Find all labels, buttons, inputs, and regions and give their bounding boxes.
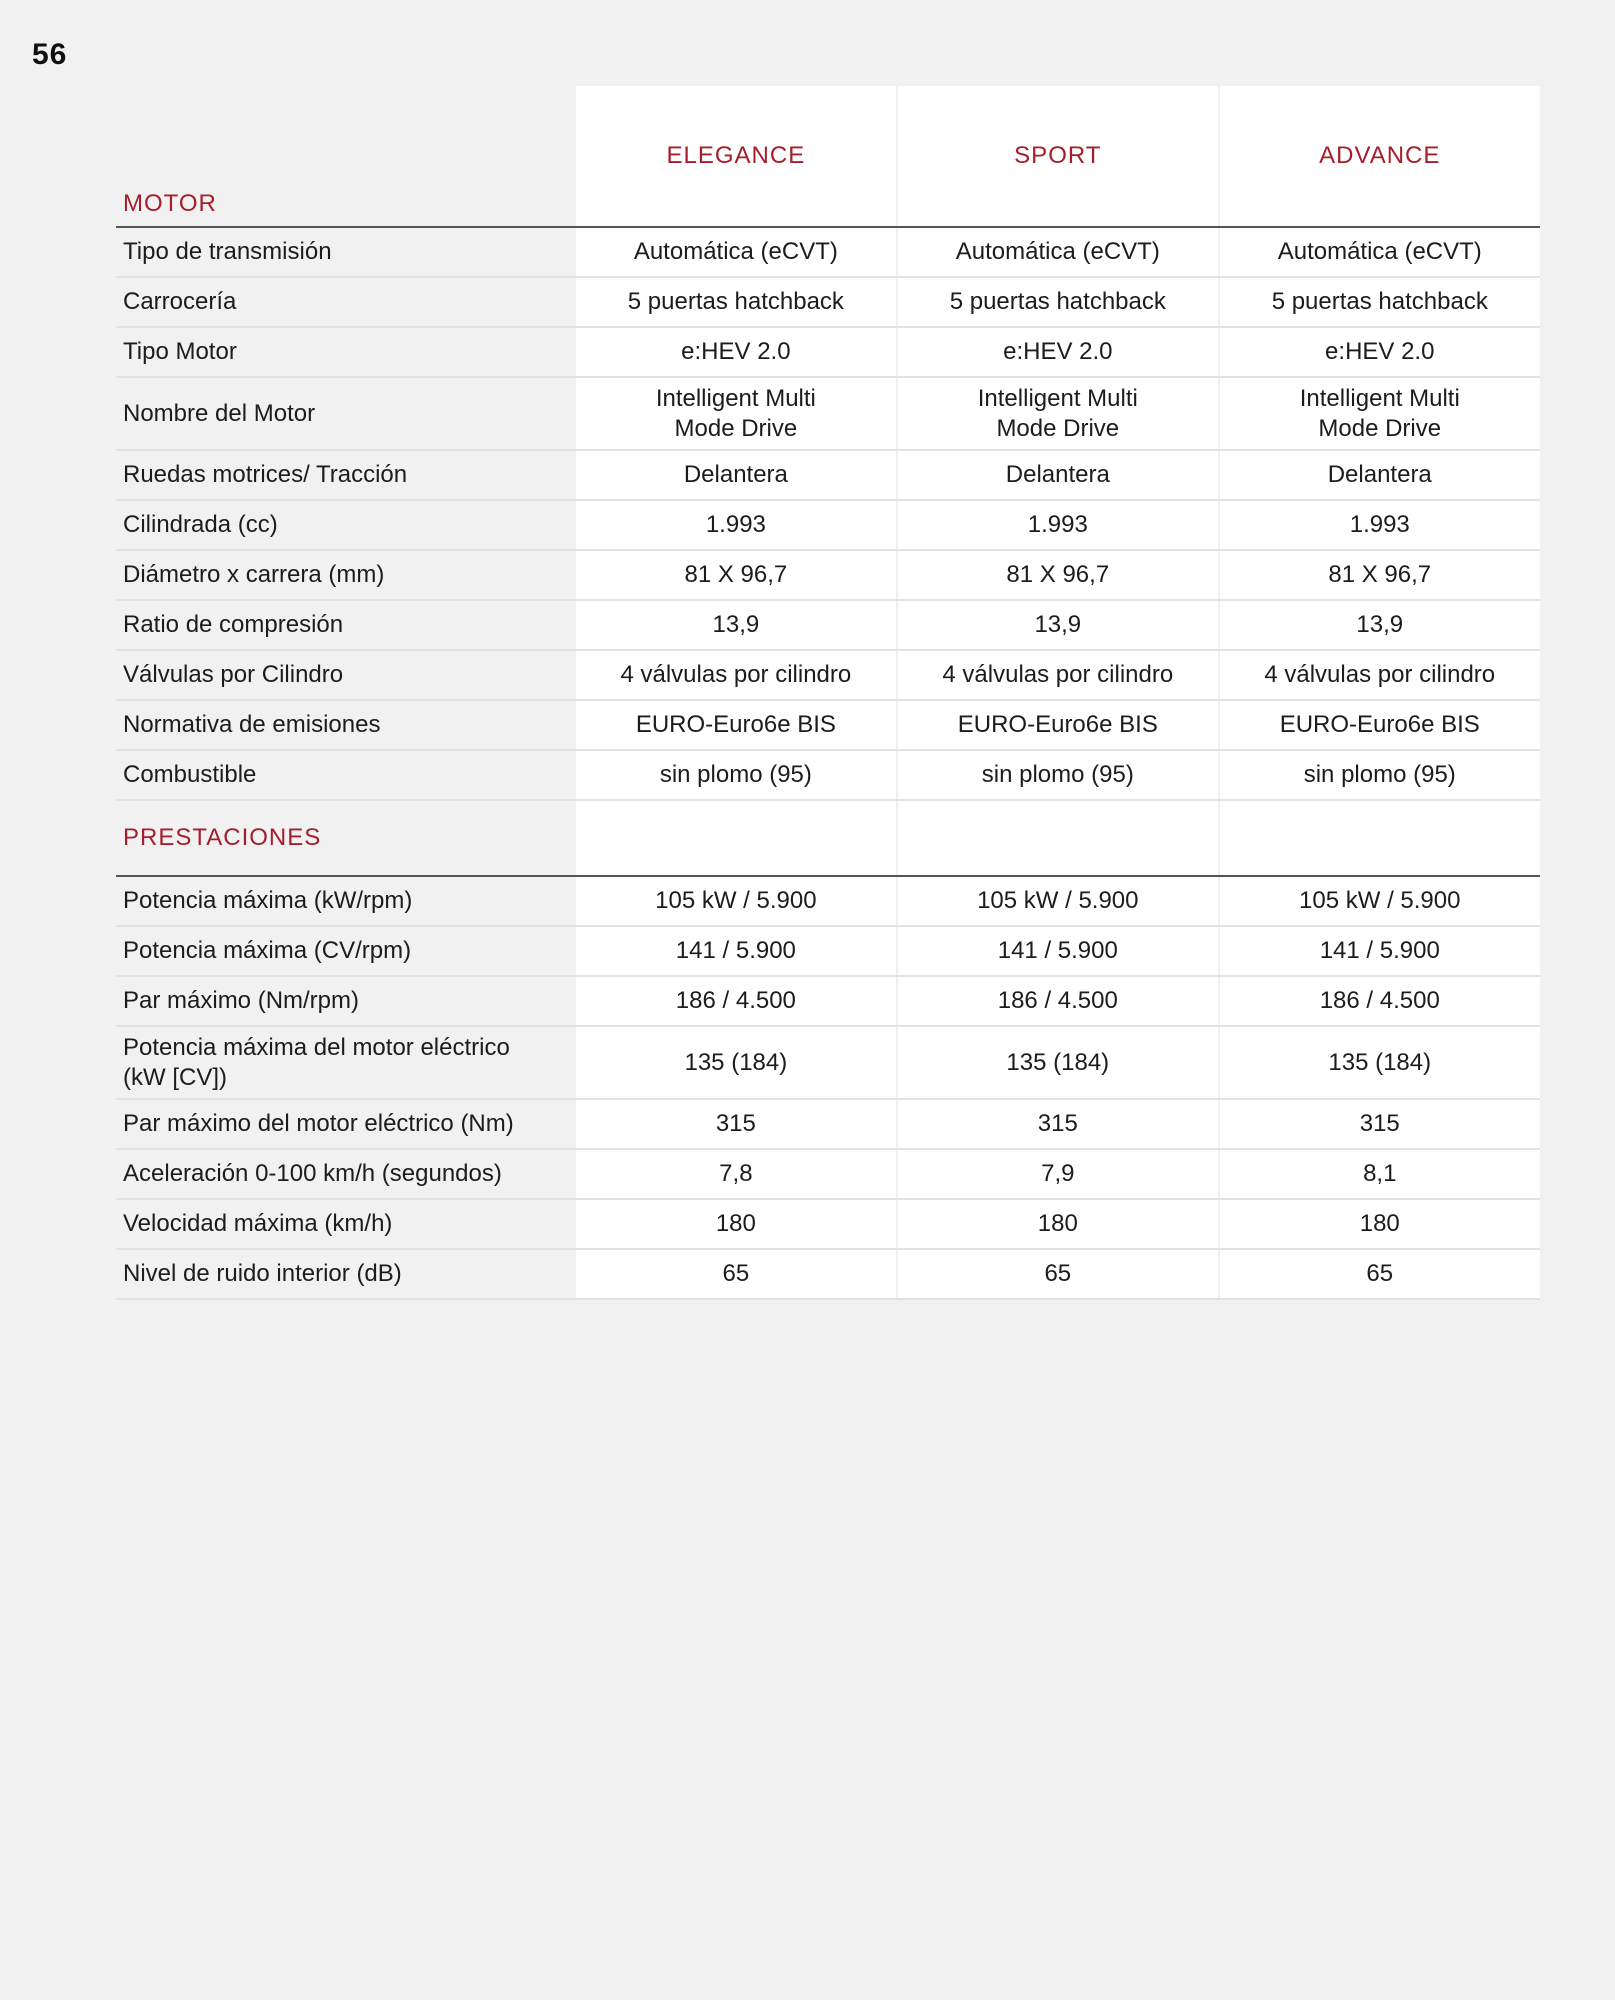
table-row — [116, 227, 1540, 277]
cell-value-sport: 4 válvulas por cilindro — [897, 650, 1218, 700]
row-label: Potencia máxima (kW/rpm) — [116, 876, 576, 926]
cell-value-advance: 8,1 — [1219, 1149, 1540, 1199]
row-label: Combustible — [116, 750, 576, 800]
row-label: Ratio de compresión — [116, 600, 576, 650]
cell-value-elegance: 180 — [576, 1199, 897, 1249]
cell-value-advance: 105 kW / 5.900 — [1219, 876, 1540, 926]
cell-value-advance: 315 — [1219, 1099, 1540, 1149]
cell-value-sport: e:HEV 2.0 — [897, 327, 1218, 377]
cell-value-advance: 186 / 4.500 — [1219, 976, 1540, 1026]
cell-value-sport: 1.993 — [897, 500, 1218, 550]
row-label: Válvulas por Cilindro — [116, 650, 576, 700]
cell-value-sport: 315 — [897, 1099, 1218, 1149]
table-row — [116, 750, 1540, 800]
row-label: Tipo Motor — [116, 327, 576, 377]
row-label: Nivel de ruido interior (dB) — [116, 1249, 576, 1299]
row-label: Potencia máxima del motor eléctrico (kW [CV]) — [116, 1026, 576, 1099]
cell-value-sport: sin plomo (95) — [897, 750, 1218, 800]
cell-value-sport: 81 X 96,7 — [897, 550, 1218, 600]
cell-value-elegance: 65 — [576, 1249, 897, 1299]
table-row — [116, 550, 1540, 600]
cell-value-sport: Automática (eCVT) — [897, 227, 1218, 277]
cell-value-sport: EURO-Euro6e BIS — [897, 700, 1218, 750]
row-label: Potencia máxima (CV/rpm) — [116, 926, 576, 976]
row-label: Tipo de transmisión — [116, 227, 576, 277]
cell-value-sport: Delantera — [897, 450, 1218, 500]
table-row — [116, 327, 1540, 377]
cell-value-elegance: 186 / 4.500 — [576, 976, 897, 1026]
row-label: Velocidad máxima (km/h) — [116, 1199, 576, 1249]
row-label: Carrocería — [116, 277, 576, 327]
cell-value-sport: 186 / 4.500 — [897, 976, 1218, 1026]
cell-value-sport: 65 — [897, 1249, 1218, 1299]
cell-value-elegance: 5 puertas hatchback — [576, 277, 897, 327]
cell-value-advance: 65 — [1219, 1249, 1540, 1299]
cell-value-advance: 13,9 — [1219, 600, 1540, 650]
cell-value-elegance: Intelligent Multi Mode Drive — [576, 377, 897, 450]
section-header-cell — [576, 800, 897, 876]
spec-table — [116, 86, 1540, 1300]
cell-value-advance: 135 (184) — [1219, 1026, 1540, 1099]
column-header-elegance: ELEGANCE — [576, 86, 897, 227]
cell-value-elegance: e:HEV 2.0 — [576, 327, 897, 377]
cell-value-sport: 7,9 — [897, 1149, 1218, 1199]
cell-value-elegance: 81 X 96,7 — [576, 550, 897, 600]
cell-value-advance: 5 puertas hatchback — [1219, 277, 1540, 327]
cell-value-elegance: Automática (eCVT) — [576, 227, 897, 277]
section-header — [116, 800, 1540, 876]
cell-value-elegance: 135 (184) — [576, 1026, 897, 1099]
row-label: Ruedas motrices/ Tracción — [116, 450, 576, 500]
cell-value-elegance: 13,9 — [576, 600, 897, 650]
cell-value-advance: 4 válvulas por cilindro — [1219, 650, 1540, 700]
table-row — [116, 1026, 1540, 1099]
table-row — [116, 926, 1540, 976]
cell-value-sport: 5 puertas hatchback — [897, 277, 1218, 327]
cell-value-sport: 13,9 — [897, 600, 1218, 650]
table-row — [116, 1249, 1540, 1299]
row-label: Diámetro x carrera (mm) — [116, 550, 576, 600]
cell-value-sport: 135 (184) — [897, 1026, 1218, 1099]
cell-value-advance: Automática (eCVT) — [1219, 227, 1540, 277]
cell-value-advance: 81 X 96,7 — [1219, 550, 1540, 600]
table-row — [116, 277, 1540, 327]
table-row — [116, 377, 1540, 450]
cell-value-advance: 141 / 5.900 — [1219, 926, 1540, 976]
cell-value-elegance: sin plomo (95) — [576, 750, 897, 800]
row-label: Cilindrada (cc) — [116, 500, 576, 550]
row-label: Par máximo (Nm/rpm) — [116, 976, 576, 1026]
cell-value-advance: 180 — [1219, 1199, 1540, 1249]
cell-value-sport: 105 kW / 5.900 — [897, 876, 1218, 926]
cell-value-elegance: 7,8 — [576, 1149, 897, 1199]
cell-value-advance: e:HEV 2.0 — [1219, 327, 1540, 377]
table-row — [116, 450, 1540, 500]
table-row — [116, 1099, 1540, 1149]
cell-value-sport: 141 / 5.900 — [897, 926, 1218, 976]
row-label: Aceleración 0-100 km/h (segundos) — [116, 1149, 576, 1199]
table-row — [116, 1199, 1540, 1249]
cell-value-elegance: 315 — [576, 1099, 897, 1149]
cell-value-advance: Intelligent Multi Mode Drive — [1219, 377, 1540, 450]
cell-value-elegance: Delantera — [576, 450, 897, 500]
table-row — [116, 1149, 1540, 1199]
cell-value-elegance: 141 / 5.900 — [576, 926, 897, 976]
cell-value-advance: EURO-Euro6e BIS — [1219, 700, 1540, 750]
table-row — [116, 876, 1540, 926]
section-header-cell — [1219, 800, 1540, 876]
section-title: PRESTACIONES — [116, 800, 576, 876]
row-label: Par máximo del motor eléctrico (Nm) — [116, 1099, 576, 1149]
section-header-cell — [897, 800, 1218, 876]
cell-value-advance: sin plomo (95) — [1219, 750, 1540, 800]
page-number: 56 — [32, 38, 68, 71]
row-label: Normativa de emisiones — [116, 700, 576, 750]
section-title: MOTOR — [116, 86, 576, 227]
column-header-sport: SPORT — [897, 86, 1218, 227]
cell-value-advance: 1.993 — [1219, 500, 1540, 550]
cell-value-elegance: EURO-Euro6e BIS — [576, 700, 897, 750]
cell-value-advance: Delantera — [1219, 450, 1540, 500]
table-row — [116, 700, 1540, 750]
table-row — [116, 976, 1540, 1026]
cell-value-sport: 180 — [897, 1199, 1218, 1249]
cell-value-elegance: 105 kW / 5.900 — [576, 876, 897, 926]
cell-value-elegance: 1.993 — [576, 500, 897, 550]
cell-value-elegance: 4 válvulas por cilindro — [576, 650, 897, 700]
spec-table-container — [116, 86, 1540, 1300]
table-row — [116, 600, 1540, 650]
row-label: Nombre del Motor — [116, 377, 576, 450]
table-row — [116, 500, 1540, 550]
section-header — [116, 86, 1540, 227]
cell-value-sport: Intelligent Multi Mode Drive — [897, 377, 1218, 450]
column-header-advance: ADVANCE — [1219, 86, 1540, 227]
table-row — [116, 650, 1540, 700]
